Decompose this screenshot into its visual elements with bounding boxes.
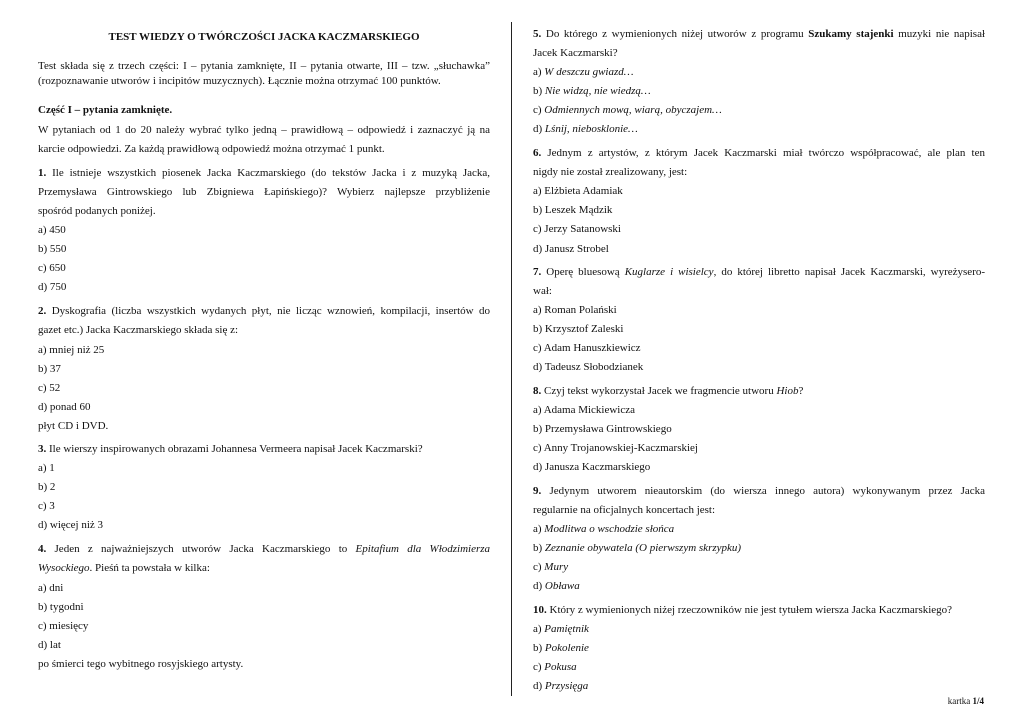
q1-option-d: d) 750	[38, 281, 67, 293]
q2-option-d: d) ponad 60	[38, 401, 91, 413]
q10-option-d: d) Przysięga	[533, 680, 589, 692]
q4-option-d: d) lat	[38, 639, 61, 651]
q8-option-c: c) Anny Trojanowskiej-Kaczmarskiej	[533, 442, 698, 454]
q1-line-3: spośród podanych poniżej.	[38, 205, 156, 217]
q3-line-1: 3. Ile wierszy inspirowanych obrazami Johannesa Vermeera napisał Jacek Kaczmarski?	[38, 443, 423, 455]
q7-option-b: b) Krzysztof Zaleski	[533, 323, 624, 335]
q5-option-d: d) Lśnij, niebosklonie…	[533, 123, 638, 135]
q2-option-b: b) 37	[38, 363, 61, 375]
q10-option-c: c) Pokusa	[533, 661, 577, 673]
page-title: TEST WIEDZY O TWÓRCZOŚCI JACKA KACZMARSKIEGO	[108, 31, 420, 43]
q7-option-c: c) Adam Hanuszkiewicz	[533, 342, 641, 354]
q6-number: 6.	[533, 147, 542, 159]
q4-option-c: c) miesięcy	[38, 620, 89, 632]
q7-line-1: 7. Operę bluesową Kuglarze i wisielcy, do której libretto napisał Jacek Kaczmarski, wyreżysero-	[533, 266, 986, 278]
q9-option-c: c) Mury	[533, 561, 569, 573]
q5-line-2: Jacek Kaczmarski?	[533, 47, 618, 59]
q1-line-1: 1. Ile istnieje wszystkich piosenek Jacka Kaczmarskiego (do tekstów Jacka i z muzyką Jacka,	[38, 167, 490, 179]
q1-option-a: a) 450	[38, 224, 66, 236]
intro-line-2: (rozpoznawanie utworów i incipitów muzycznych). Łącznie można otrzymać 100 punktów.	[38, 75, 441, 87]
q9-option-a: a) Modlitwa o wschodzie słońca	[533, 523, 675, 535]
q4-line-1: 4. Jeden z najważniejszych utworów Jacka Kaczmarskiego to Epitafium dla Włodzimierza	[38, 543, 491, 555]
q2-line-2: gazet etc.) Jacka Kaczmarskiego składa się z:	[38, 324, 239, 336]
q4-option-a: a) dni	[38, 582, 64, 594]
q6-option-d: d) Janusz Strobel	[533, 243, 609, 255]
part1-instruction-1: W pytaniach od 1 do 20 należy wybrać tylko jedną – prawidłową – odpowiedź i zaznaczyć ją na	[38, 124, 490, 136]
column-divider	[511, 22, 512, 696]
q4-number: 4.	[38, 543, 47, 555]
q1-number: 1.	[38, 167, 47, 179]
q3-option-b: b) 2	[38, 481, 56, 493]
page-footer: kartka 1/4	[947, 696, 984, 706]
q8-option-a: a) Adama Mickiewicza	[533, 404, 636, 416]
q2-note: płyt CD i DVD.	[38, 420, 109, 432]
q7-line-2: wał:	[533, 285, 552, 297]
part1-heading: Część I – pytania zamknięte.	[38, 104, 173, 116]
q6-option-b: b) Leszek Mądzik	[533, 204, 613, 216]
q4-line-2: Wysockiego. Pieśń ta powstała w kilka:	[38, 562, 210, 574]
q3-option-c: c) 3	[38, 500, 55, 512]
q10-number: 10.	[533, 604, 547, 616]
q2-option-a: a) mniej niż 25	[38, 344, 105, 356]
q9-number: 9.	[533, 485, 542, 497]
q9-option-b: b) Zeznanie obywatela (O pierwszym skrzypku)	[533, 542, 742, 554]
q8-option-d: d) Janusza Kaczmarskiego	[533, 461, 651, 473]
q5-option-b: b) Nie widzą, nie wiedzą…	[533, 85, 651, 97]
q3-number: 3.	[38, 443, 47, 455]
q10-option-a: a) Pamiętnik	[533, 623, 589, 635]
q7-number: 7.	[533, 266, 542, 278]
q8-line-1: 8. Czyj tekst wykorzystał Jacek we fragmencie utworu Hiob?	[533, 385, 804, 397]
q1-line-2: Przemysława Gintrowskiego lub Zbigniewa Łapińskiego)? Wybierz najlepsze przybliżenie	[38, 186, 490, 198]
q2-line-1: 2. Dyskografia (liczba wszystkich wydanych płyt, nie licząc wznowień, kompilacji, insertów do	[38, 305, 490, 317]
q6-option-c: c) Jerzy Satanowski	[533, 223, 621, 235]
q7-option-a: a) Roman Polański	[533, 304, 617, 316]
q5-option-c: c) Odmiennych mową, wiarą, obyczajem…	[533, 104, 722, 116]
q8-number: 8.	[533, 385, 542, 397]
q10-option-b: b) Pokolenie	[533, 642, 589, 654]
q3-option-a: a) 1	[38, 462, 55, 474]
q1-option-b: b) 550	[38, 243, 67, 255]
q9-line-1: 9. Jedynym utworem nieautorskim (do wiersza innego autora) wykonywanym przez Jacka	[533, 485, 985, 497]
q2-option-c: c) 52	[38, 382, 61, 394]
q5-option-a: a) W deszczu gwiazd…	[533, 66, 634, 78]
q10-line-1: 10. Który z wymienionych niżej rzeczowników nie jest tytułem wiersza Jacka Kaczmarskiego?	[533, 604, 953, 616]
q5-number: 5.	[533, 28, 542, 40]
q6-line-1: 6. Jednym z artystów, z którym Jacek Kaczmarski miał twórczo współpracować, ale plan ten	[533, 147, 985, 159]
q2-number: 2.	[38, 305, 47, 317]
intro-line-1: Test składa się z trzech części: I – pytania zamknięte, II – pytania otwarte, III – tzw. „słuchawka”	[38, 60, 490, 72]
q4-option-b: b) tygodni	[38, 601, 84, 613]
q6-option-a: a) Elżbieta Adamiak	[533, 185, 623, 197]
q7-option-d: d) Tadeusz Słobodzianek	[533, 361, 644, 373]
q5-line-1: 5. Do którego z wymienionych niżej utworów z programu Szukamy stajenki muzyki nie napisał	[533, 28, 986, 40]
part1-instruction-2: karcie odpowiedzi. Za każdą prawidłową odpowiedź można otrzymać 1 punkt.	[38, 143, 385, 155]
q3-option-d: d) więcej niż 3	[38, 519, 104, 531]
q4-note: po śmierci tego wybitnego rosyjskiego artysty.	[38, 658, 244, 670]
page-number: 1/4	[972, 696, 984, 706]
q1-option-c: c) 650	[38, 262, 66, 274]
q8-option-b: b) Przemysława Gintrowskiego	[533, 423, 672, 435]
q9-line-2: regularnie na oficjalnych koncertach jest:	[533, 504, 716, 516]
q6-line-2: nigdy nie został zrealizowany, jest:	[533, 166, 688, 178]
q9-option-d: d) Obława	[533, 580, 580, 592]
